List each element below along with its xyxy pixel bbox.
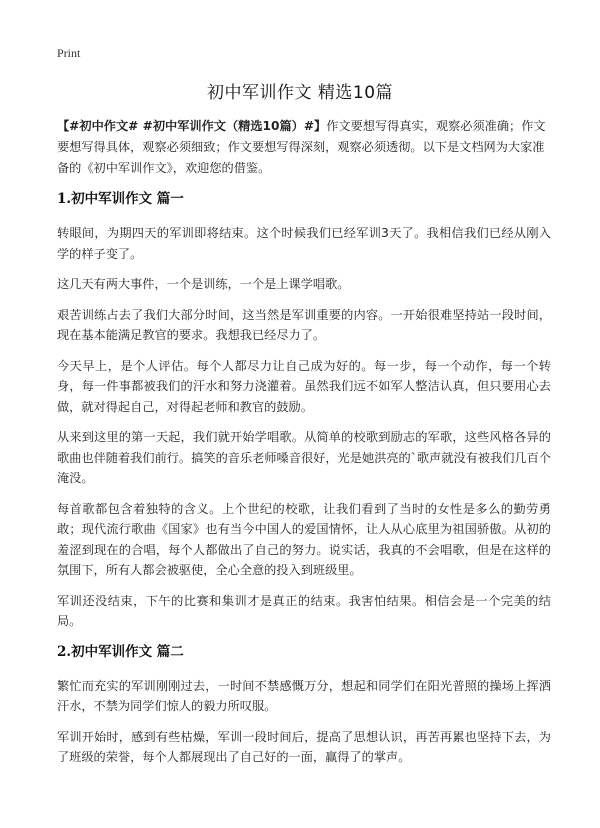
section-2-heading: 2.初中军训作文 篇二 (57, 643, 184, 660)
section-1-paragraph: 军训还没结束，下午的比赛和集训才是真正的结束。我害怕结果。相信会是一个完美的结局。 (57, 593, 551, 628)
section-1-paragraph: 艰苦训练占去了我们大部分时间，这当然是军训重要的内容。一开始很难坚持站一段时间，现在基本能满足教官的要求。我想我已经尽力了。 (57, 307, 551, 342)
print-link[interactable]: Print (57, 46, 81, 60)
article-body (57, 116, 551, 778)
page-title: 初中军训作文 精选10篇 (206, 83, 394, 103)
section-2-paragraph: 繁忙而充实的军训刚刚过去，一时间不禁感慨万分，想起和同学们在阳光普照的操场上挥洒汗水，不禁为同学们惊人的毅力所叹服。 (57, 678, 551, 713)
section-1-paragraph: 今天早上，是个人评估。每个人都尽力让自己成为好的。每一步，每一个动作，每一个转身，每一件事都被我们的汗水和努力浇灌着。虽然我们远不如军人整洁认真，但只要用心去做，就对得起自己，对得起老师和教官的鼓励。 (57, 358, 551, 414)
section-1-paragraph: 转眼间，为期四天的军训即将结束。这个时候我们已经军训3天了。我相信我们已经从刚入学的样子变了。 (57, 226, 551, 261)
section-1-paragraph: 这几天有两大事件，一个是训练，一个是上课学唱歌。 (57, 277, 350, 291)
section-1-paragraph: 每首歌都包含着独特的含义。上个世纪的校歌，让我们看到了当时的女性是多么的勤劳勇敢；现代流行歌曲《国家》也有当今中国人的爱国情怀，让人从心底里为祖国骄傲。从初的羞涩到现在的合唱，每个人都做出了自己的努力。说实话，我真的不会唱歌，但是在这样的氛围下，所有人都会被驱使，全心全意的投入到班级里。 (57, 501, 551, 577)
intro-paragraph (57, 116, 551, 179)
intro-tags: 【#初中作文# #初中军训作文（精选10篇）#】 (57, 119, 327, 133)
section-1-heading: 1.初中军训作文 篇一 (57, 191, 184, 207)
intro-text: 作文要想写得真实，观察必须准确；作文要想写得具体，观察必须细致；作文要想写得深刻，观察必须透彻。以下是文档网为大家准备的《初中军训作文》，欢迎您的借鉴。 (57, 119, 546, 175)
section-2-paragraph: 军训开始时，感到有些枯燥，军训一段时间后，提高了思想认识，再苦再累也坚持下去，为了班级的荣誉，每个人都展现出了自己好的一面，赢得了的掌声。 (57, 729, 551, 764)
section-1-paragraph: 从来到这里的第一天起，我们就开始学唱歌。从简单的校歌到励志的军歌，这些风格各异的歌曲也伴随着我们前行。搞笑的音乐老师嗓音很好，光是她洪亮的`歌声就没有被我们几百个淹没。 (57, 430, 551, 485)
